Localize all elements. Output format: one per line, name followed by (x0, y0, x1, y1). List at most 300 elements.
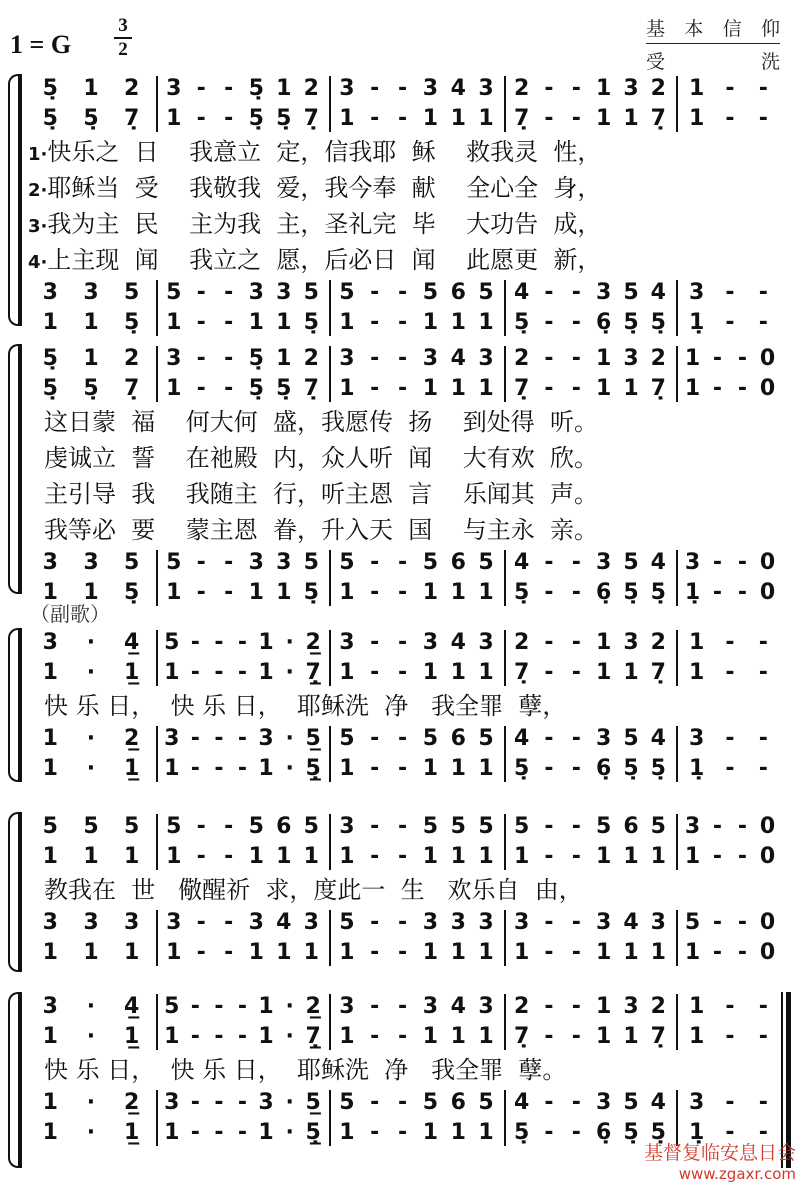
note-dash: - (712, 346, 723, 371)
note-dash: - (758, 280, 768, 305)
note: 1 (166, 580, 182, 605)
note: 1 (166, 940, 182, 965)
note: 5̣ (124, 580, 140, 605)
note: 3 (689, 726, 705, 751)
note: 0 (759, 376, 776, 401)
barline (156, 910, 158, 966)
note: 4 (450, 630, 466, 655)
note-dash: - (196, 910, 206, 935)
lyric-line (44, 1052, 566, 1088)
note: 3 (596, 726, 612, 751)
note: 1 (596, 844, 612, 869)
note: 1 (166, 106, 182, 131)
note: 1 (248, 844, 264, 869)
note-dash: - (544, 1024, 554, 1049)
note-dash: - (370, 844, 380, 869)
note: 1 (478, 1024, 494, 1049)
note: 5 (650, 814, 666, 839)
note-dot: · (285, 1024, 294, 1049)
note-dash: - (544, 630, 554, 655)
note: 5 (478, 550, 494, 575)
note-dash: - (224, 550, 234, 575)
note-dot: · (285, 630, 294, 655)
note-dash: - (370, 814, 380, 839)
note: 3 (164, 1090, 180, 1115)
lyric-text: 我为主 民 主为我 主，圣礼完 毕 大功告 成， (47, 210, 602, 238)
note-dash: - (758, 106, 768, 131)
note: 7̣ (124, 106, 140, 131)
note: 5 (514, 814, 530, 839)
note-dot: · (86, 1024, 96, 1049)
note: 1 (596, 106, 612, 131)
note-dash: - (370, 660, 380, 685)
barline (676, 550, 678, 606)
note: 1 (42, 726, 58, 751)
note-dash: - (196, 106, 206, 131)
note-dash: - (224, 910, 234, 935)
note: 1 (422, 580, 439, 605)
note: 2 (514, 994, 530, 1019)
note: 1 (478, 1120, 494, 1145)
note-dash: - (571, 1090, 581, 1115)
note: 5̣ (650, 756, 666, 781)
note: 1 (164, 756, 180, 781)
note-row (0, 578, 800, 608)
note-dash: - (544, 106, 554, 131)
note: 4̲ (124, 630, 140, 655)
note: 3 (83, 550, 99, 575)
note-row (0, 74, 800, 104)
time-signature (112, 15, 134, 61)
note: 1̣ (689, 1120, 705, 1145)
note: 1 (478, 660, 494, 685)
note-dash: - (737, 550, 748, 575)
chorus-label: （副歌） (30, 602, 110, 626)
note: 1 (450, 756, 466, 781)
note: 1 (258, 1120, 274, 1145)
note-dash: - (571, 376, 581, 401)
note: 5̣̲ (305, 1120, 321, 1145)
note: 5̣ (248, 346, 264, 371)
note: 1 (83, 310, 99, 335)
note: 7̣ (514, 376, 530, 401)
note: 1̲ (124, 756, 140, 781)
note: 2 (303, 346, 319, 371)
note: 4 (650, 550, 666, 575)
note-dash: - (237, 1024, 248, 1049)
note: 5̲ (305, 1090, 321, 1115)
occasion-char: 受 (646, 51, 666, 73)
note: 1 (83, 76, 99, 101)
note: 1 (596, 346, 612, 371)
note: 2 (650, 346, 666, 371)
note: 5 (124, 814, 140, 839)
note-dash: - (571, 814, 581, 839)
note-dash: - (398, 346, 408, 371)
note-dash: - (398, 550, 408, 575)
note: 5̣ (42, 346, 58, 371)
note: 1 (596, 994, 612, 1019)
note-dash: - (196, 580, 206, 605)
note-dash: - (712, 580, 723, 605)
note: 4 (276, 910, 292, 935)
note-dot: · (86, 726, 96, 751)
category-char: 本 (684, 18, 704, 40)
note: 5 (339, 726, 355, 751)
barline (329, 280, 331, 336)
barline (504, 280, 506, 336)
note: 3 (42, 280, 58, 305)
note-row (0, 548, 800, 578)
note: 4 (450, 346, 466, 371)
note: 5 (596, 814, 612, 839)
lyric-line (44, 404, 598, 440)
lyric-line (28, 206, 601, 242)
note: 5̣ (276, 106, 292, 131)
note: 1 (478, 940, 494, 965)
note: 3 (303, 910, 319, 935)
note: 5 (248, 814, 264, 839)
note: 2 (514, 630, 530, 655)
note: 7̣ (514, 660, 530, 685)
note: 1 (276, 310, 292, 335)
note: 1 (164, 1024, 180, 1049)
note: 1 (422, 106, 439, 131)
note-dash: - (758, 726, 768, 751)
note: 5 (303, 814, 319, 839)
note: 7̣̲ (305, 1024, 321, 1049)
barline (156, 280, 158, 336)
note-dash: - (196, 76, 206, 101)
note: 3 (248, 550, 264, 575)
note: 5 (164, 994, 180, 1019)
note-dot: · (285, 660, 294, 685)
note: 3 (258, 1090, 274, 1115)
note-row (0, 628, 800, 658)
note-dash: - (224, 580, 234, 605)
barline (156, 550, 158, 606)
lyric-line (44, 476, 598, 512)
lyric-line (44, 440, 598, 476)
note: 3 (623, 630, 639, 655)
note: 1 (422, 756, 439, 781)
note-dash: - (214, 994, 224, 1019)
note: 2 (514, 76, 530, 101)
note: 1̲ (124, 1120, 140, 1145)
note: 1̣ (689, 310, 705, 335)
note-dash: - (398, 376, 408, 401)
note: 3 (422, 346, 439, 371)
note-dash: - (214, 1090, 224, 1115)
note: 1 (303, 940, 319, 965)
note: 1 (450, 580, 466, 605)
note-dash: - (196, 310, 206, 335)
note: 5̣ (514, 1120, 530, 1145)
note: 1 (514, 940, 530, 965)
note: 1 (339, 310, 355, 335)
note-dash: - (196, 550, 206, 575)
barline (676, 280, 678, 336)
note-dash: - (224, 814, 234, 839)
note-dash: - (544, 814, 554, 839)
note: 1 (478, 106, 494, 131)
barline (329, 994, 331, 1050)
note-dash: - (398, 910, 408, 935)
lyric-line (28, 134, 601, 170)
note-dash: - (370, 376, 380, 401)
note-dash: - (571, 310, 581, 335)
category-char: 信 (722, 18, 742, 40)
note: 5̣ (623, 580, 639, 605)
note: 5 (166, 814, 182, 839)
note-row (0, 344, 800, 374)
note: 3 (339, 346, 355, 371)
note: 7̣ (514, 1024, 530, 1049)
note: 5̣ (623, 756, 639, 781)
note: 1 (422, 844, 439, 869)
note: 1 (42, 844, 58, 869)
note-dash: - (758, 1024, 768, 1049)
note: 5̣ (514, 580, 530, 605)
note: 6̣ (596, 1120, 612, 1145)
note-dot: · (285, 994, 294, 1019)
note: 1 (623, 1024, 639, 1049)
note: 3 (42, 550, 58, 575)
note: 4 (514, 726, 530, 751)
note: 3 (478, 910, 494, 935)
note: 1 (596, 940, 612, 965)
note: 1 (83, 346, 99, 371)
note: 1 (164, 660, 180, 685)
note: 5 (623, 726, 639, 751)
note-dash: - (571, 76, 581, 101)
note: 4 (450, 76, 466, 101)
note: 5 (422, 726, 439, 751)
note: 7̣ (514, 106, 530, 131)
verse-number: 2· (28, 180, 48, 201)
note: 3 (478, 994, 494, 1019)
note: 1 (422, 1120, 439, 1145)
note-dash: - (190, 726, 200, 751)
note: 1 (258, 660, 274, 685)
note-dash: - (571, 660, 581, 685)
note-dash: - (737, 814, 748, 839)
note: 1 (684, 376, 701, 401)
note: 3 (596, 1090, 612, 1115)
system-2 (0, 344, 800, 605)
note: 3 (42, 994, 58, 1019)
note: 5 (684, 910, 701, 935)
note-dash: - (725, 1024, 735, 1049)
note: 5̣ (514, 756, 530, 781)
note-row (0, 842, 800, 872)
note-dot: · (86, 630, 96, 655)
note: 1 (42, 660, 58, 685)
note: 1 (303, 844, 319, 869)
note: 1 (42, 756, 58, 781)
lyric-text: 虔诚立 誓 在祂殿 内，众人听 闻 大有欢 欣。 (44, 444, 599, 472)
occasion-char: 洗 (760, 51, 780, 73)
note-dash: - (214, 756, 224, 781)
lyric-line (44, 688, 566, 724)
note-dash: - (237, 726, 248, 751)
lyric-text: 主引导 我 我随主 行，听主恩 言 乐闻其 声。 (44, 480, 599, 508)
note: 5̣ (248, 376, 264, 401)
barline (676, 814, 678, 870)
note: 5̣ (83, 376, 99, 401)
note-dash: - (370, 1120, 380, 1145)
barline (504, 346, 506, 402)
note: 1 (248, 310, 264, 335)
note-dash: - (370, 756, 380, 781)
note-dash: - (544, 280, 554, 305)
note: 1 (478, 580, 494, 605)
note: 3 (248, 280, 264, 305)
note-dash: - (370, 1090, 380, 1115)
note-dash: - (190, 994, 200, 1019)
note-dash: - (758, 756, 768, 781)
note: 1 (339, 844, 355, 869)
note: 3 (166, 910, 182, 935)
key-signature: 1 = G (10, 30, 72, 59)
note-dash: - (190, 660, 200, 685)
category-char: 仰 (760, 18, 780, 40)
barline (504, 1090, 506, 1146)
note: 1 (596, 1024, 612, 1049)
note: 1 (339, 1024, 355, 1049)
note: 2 (124, 346, 140, 371)
note: 1 (689, 1024, 705, 1049)
note: 0 (759, 910, 776, 935)
note: 5 (450, 814, 466, 839)
barline (676, 994, 678, 1050)
note-dash: - (725, 1090, 735, 1115)
verse-number: 1· (28, 144, 48, 165)
note: 5 (303, 550, 319, 575)
barline (329, 910, 331, 966)
note-dash: - (370, 726, 380, 751)
note: 3 (124, 910, 140, 935)
note-dash: - (237, 994, 248, 1019)
note: 1 (450, 376, 466, 401)
note-dash: - (712, 844, 723, 869)
note: 5 (422, 1090, 439, 1115)
note: 5 (339, 910, 355, 935)
note: 1 (650, 844, 666, 869)
note: 4 (650, 726, 666, 751)
note: 3 (339, 814, 355, 839)
note: 6 (276, 814, 292, 839)
note-dash: - (737, 940, 748, 965)
note: 3 (478, 76, 494, 101)
note: 1 (42, 1090, 58, 1115)
note-row (0, 1088, 800, 1118)
note-dot: · (86, 994, 96, 1019)
note: 5 (422, 814, 439, 839)
note-dash: - (370, 910, 380, 935)
note: 7̣ (650, 106, 666, 131)
note: 2̲ (124, 1090, 140, 1115)
barline (156, 76, 158, 132)
note: 1 (42, 580, 58, 605)
note: 1 (248, 580, 264, 605)
note-dot: · (285, 726, 294, 751)
note: 5 (83, 814, 99, 839)
note-dash: - (237, 660, 248, 685)
note: 1 (684, 346, 701, 371)
note: 1 (276, 940, 292, 965)
note: 3 (478, 630, 494, 655)
lyric-line (28, 242, 601, 278)
note: 1 (596, 376, 612, 401)
note: 5 (339, 1090, 355, 1115)
lyric-text: 教我在 世 儆醒祈 求，度此一 生 欢乐自 由， (44, 876, 583, 904)
note: 3 (83, 910, 99, 935)
note-dash: - (758, 1090, 768, 1115)
note-row (0, 308, 800, 338)
note: 1 (258, 1024, 274, 1049)
watermark (644, 1138, 796, 1183)
note: 3 (689, 1090, 705, 1115)
note-dash: - (571, 1120, 581, 1145)
note-dash: - (571, 280, 581, 305)
note: 5 (422, 550, 439, 575)
note: 3 (339, 630, 355, 655)
note-dash: - (224, 280, 234, 305)
note: 5 (339, 280, 355, 305)
barline (676, 630, 678, 686)
note: 3 (166, 346, 182, 371)
lyric-line (28, 170, 601, 206)
note: 2 (514, 346, 530, 371)
note-dash: - (190, 630, 200, 655)
note: 5̣ (42, 106, 58, 131)
note-dash: - (237, 1120, 248, 1145)
note-dash: - (544, 940, 554, 965)
note: 1 (166, 844, 182, 869)
note: 3 (339, 994, 355, 1019)
note: 3 (684, 814, 701, 839)
note-dash: - (398, 310, 408, 335)
note: 4 (514, 280, 530, 305)
note-dash: - (398, 994, 408, 1019)
note: 4 (650, 280, 666, 305)
note-dash: - (737, 844, 748, 869)
note: 1 (623, 844, 639, 869)
note: 1 (276, 346, 292, 371)
note-row (0, 992, 800, 1022)
note-dash: - (571, 844, 581, 869)
note: 1 (689, 994, 705, 1019)
note: 3 (276, 280, 292, 305)
note: 6 (450, 550, 466, 575)
note: 5 (478, 726, 494, 751)
note-dash: - (725, 660, 735, 685)
note-dash: - (758, 310, 768, 335)
note-dash: - (725, 106, 735, 131)
note-dash: - (544, 1120, 554, 1145)
note-dash: - (224, 346, 234, 371)
note-dash: - (237, 630, 248, 655)
note-dash: - (544, 844, 554, 869)
note-dash: - (214, 726, 224, 751)
note: 1̲ (124, 1024, 140, 1049)
note: 1 (689, 76, 705, 101)
note: 5̲ (305, 726, 321, 751)
note: 1 (478, 310, 494, 335)
note: 1 (450, 940, 466, 965)
note: 3 (339, 76, 355, 101)
